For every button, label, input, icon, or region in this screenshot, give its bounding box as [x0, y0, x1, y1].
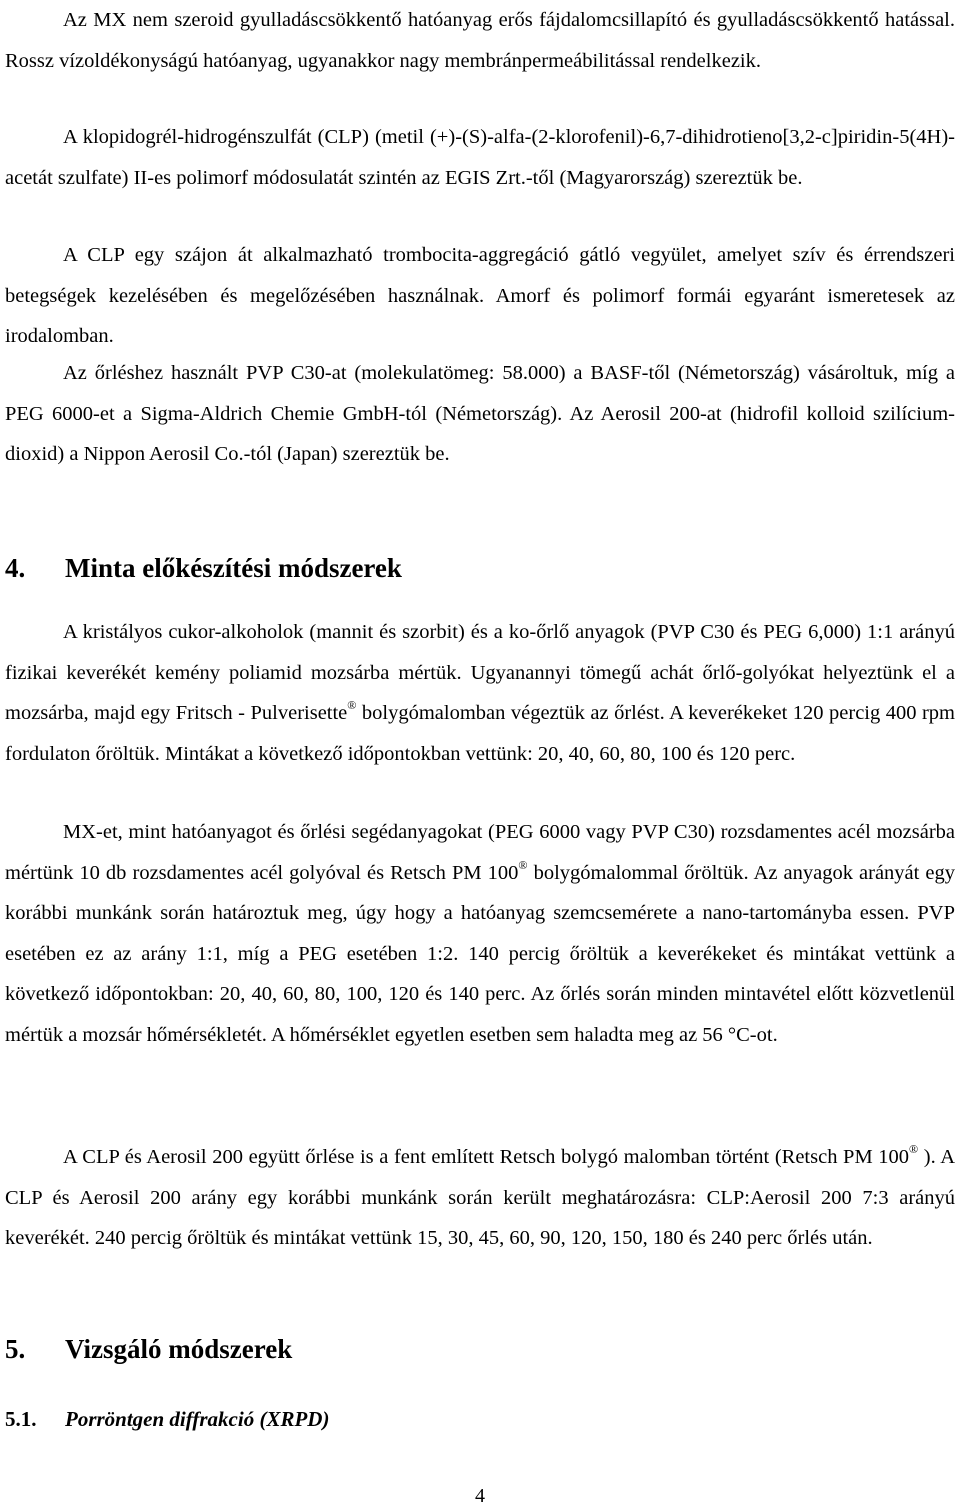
- section-4-heading: [5, 552, 402, 584]
- section-number: 5.1.: [5, 1407, 37, 1431]
- paragraph-clp-aerosil: [5, 1137, 955, 1259]
- paragraph-mx: [5, 0, 955, 81]
- section-title: Vizsgáló módszerek: [65, 1334, 293, 1364]
- registered-mark: ®: [909, 1142, 919, 1156]
- section-5-heading: [5, 1333, 292, 1365]
- paragraph-clp-description: [5, 235, 955, 357]
- registered-mark: ®: [347, 698, 357, 712]
- paragraph-text: Az MX nem szeroid gyulladáscsökkentő hatóanyag erős fájdalomcsillapító és gyulladáscsökkentő hatással. Rossz vízoldékonyságú hatóanyag, ugyanakkor nagy membránpermeábilitással rendelkezik.: [5, 9, 955, 72]
- registered-mark: ®: [518, 857, 528, 872]
- paragraph-mx-milling: [5, 812, 955, 1055]
- section-title: Minta előkészítési módszerek: [65, 553, 402, 583]
- paragraph-clp-source: [5, 117, 955, 198]
- paragraph-text: A kristályos cukor-alkoholok (mannit és szorbit) és a ko-őrlő anyagok (PVP C30 és PEG 6,000) 1:1 arányú fizikai keverékét kemény poliamid mozsárba mértük. Ugyanannyi tömegű achát őrlő-golyókat helyeztünk el a mozsárba, majd egy Fritsch - Pulverisette: [5, 621, 955, 724]
- paragraph-excipients: [5, 353, 955, 475]
- section-number: 4.: [5, 553, 26, 583]
- paragraph-text: A CLP és Aerosil 200 együtt őrlése is a fent említett Retsch bolygó malomban történt (Retsch PM 100: [63, 1146, 910, 1168]
- paragraph-text: bolygómalomban végeztük az őrlést. A keverékeket 120 percig 400 rpm fordulaton őröltük. Mintákat a következő időpontokban vettünk: 20, 40, 60, 80, 100 és 120 perc.: [5, 702, 955, 765]
- paragraph-text: A klopidogrél-hidrogénszulfát (CLP) (metil (+)-(S)-alfa-(2-klorofenil)-6,7-dihidrotieno[3,2-c]piridin-5(4H)-acetát szulfate) II-es polimorf módosulatát szintén az EGIS Zrt.-től (Magyarország) szereztük be.: [5, 126, 955, 189]
- paragraph-text: MX-et, mint hatóanyagot és őrlési segédanyagokat (PEG 6000 vagy PVP C30) rozsdamentes acél mozsárba mértünk 10 db rozsdamentes acél golyóval és Retsch PM 100: [5, 821, 955, 884]
- paragraph-text: A CLP egy szájon át alkalmazható trombocita-aggregáció gátló vegyület, amelyet szív és érrendszeri betegségek kezelésében és megelőzésében használnak. Amorf és polimorf formái egyaránt ismeretesek az irodalomban.: [5, 244, 955, 347]
- section-5-1-heading: [5, 1405, 329, 1433]
- page-number: 4: [475, 1485, 485, 1507]
- section-title: Porröntgen diffrakció (XRPD): [65, 1407, 330, 1431]
- paragraph-text: bolygómalommal őröltük. Az anyagok arányát egy korábbi munkánk során határoztuk meg, úgy hogy a hatóanyag szemcsemérete a nano-tartományba essen. PVP esetében ez az arány 1:1, míg a PEG esetében 1:2. 140 percig őröltük a keverékeket és mintákat vettünk a következő időpontokban: 20, 40, 60, 80, 100, 120 és 140 perc. Az őrlés során minden mintavétel előtt közvetlenül mértük a mozsár hőmérsékletét. A hőmérséklet egyetlen esetben sem haladta meg az 56 °C-ot.: [5, 861, 955, 1046]
- paragraph-sugar-alcohols: [5, 612, 955, 774]
- section-number: 5.: [5, 1334, 26, 1364]
- paragraph-text: ). A CLP és Aerosil 200 arány egy korábbi munkánk során került meghatározásra: CLP:Aerosil 200 7:3 arányú keverékét. 240 percig őröltük és mintákat vettünk 15, 30, 45, 60, 90, 120, 150, 180 és 240 perc őrlés után.: [5, 1146, 956, 1249]
- paragraph-text: Az őrléshez használt PVP C30-at (molekulatömeg: 58.000) a BASF-től (Németország) vásároltuk, míg a PEG 6000-et a Sigma-Aldrich Chemie GmbH-tól (Németország). Az Aerosil 200-at (hidrofil kolloid szilícium-dioxid) a Nippon Aerosil Co.-tól (Japan) szereztük be.: [5, 362, 955, 465]
